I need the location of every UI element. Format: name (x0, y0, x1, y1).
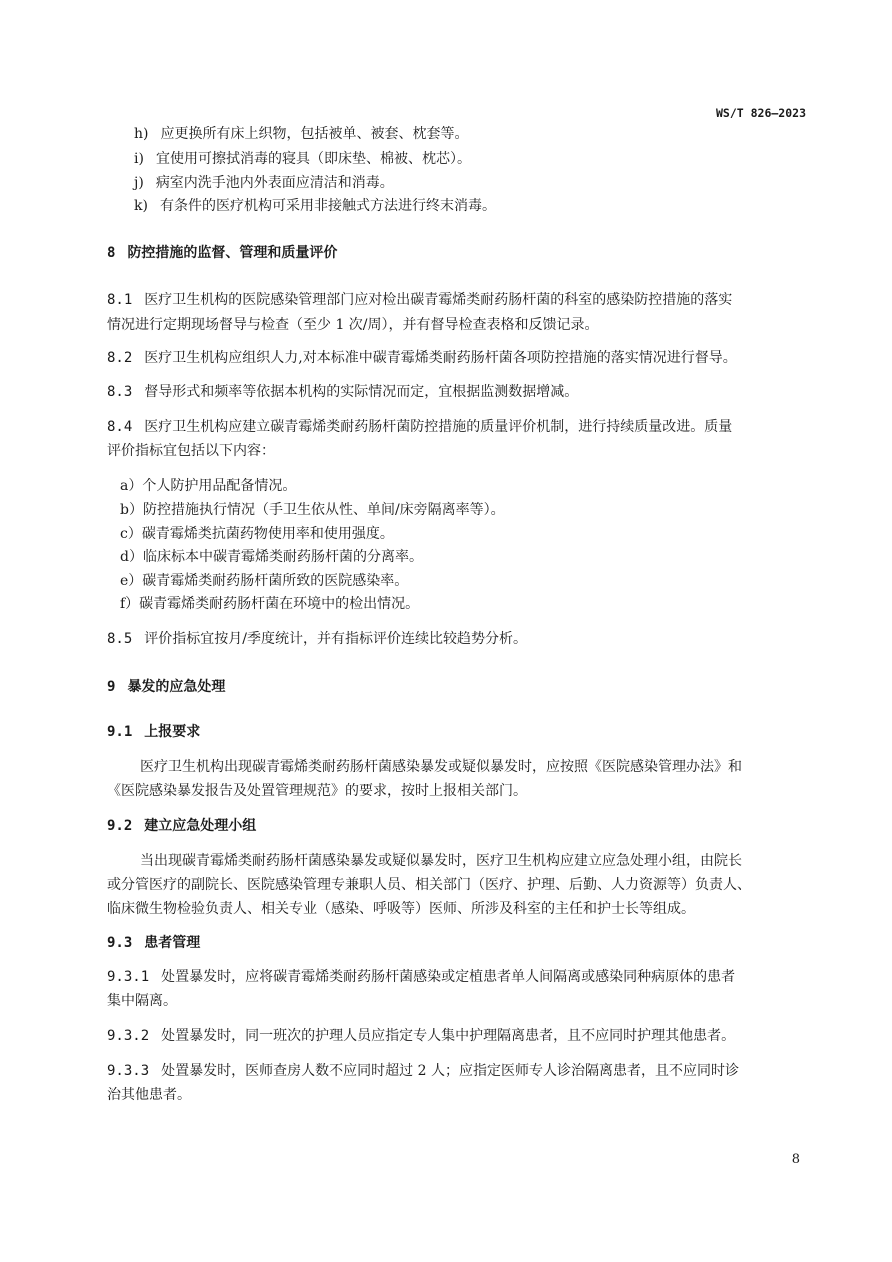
indicator-b: b）防控措施执行情况（手卫生依从性、单间/床旁隔离率等）。 (120, 502, 505, 518)
list-item-j: j) 病室内洗手池内外表面应清洁和消毒。 (134, 175, 394, 191)
section-8-heading: 8 防控措施的监督、管理和质量评价 (107, 245, 338, 261)
clause-8-1: 8.1 医疗卫生机构的医院感染管理部门应对检出碳青霉烯类耐药肠杆菌的科室的感染防控措施的落实 (107, 292, 733, 308)
section-9-2-para: 当出现碳青霉烯类耐药肠杆菌感染暴发或疑似暴发时，医疗卫生机构应建立应急处理小组，由院长 (140, 853, 742, 869)
clause-8-5: 8.5 评价指标宜按月/季度统计，并有指标评价连续比较趋势分析。 (107, 631, 528, 647)
clause-8-4: 8.4 医疗卫生机构应建立碳青霉烯类耐药肠杆菌防控措施的质量评价机制，进行持续质量改进。质量 (107, 419, 733, 435)
clause-8-4-cont: 评价指标宜包括以下内容： (107, 443, 275, 459)
page-number: 8 (791, 1152, 800, 1167)
clause-8-2: 8.2 医疗卫生机构应组织人力,对本标准中碳青霉烯类耐药肠杆菌各项防控措施的落实情况进行督导。 (107, 350, 737, 366)
clause-9-3-2: 9.3.2 处置暴发时，同一班次的护理人员应指定专人集中护理隔离患者，且不应同时护理其他患者。 (107, 1028, 736, 1044)
section-9-2-para-cont2: 临床微生物检验负责人、相关专业（感染、呼吸等）医师、所涉及科室的主任和护士长等组成。 (107, 901, 695, 917)
indicator-e: e）碳青霉烯类耐药肠杆菌所致的医院感染率。 (120, 573, 409, 589)
list-item-h: h) 应更换所有床上织物，包括被单、被套、枕套等。 (134, 126, 469, 142)
section-9-1-heading: 9.1 上报要求 (107, 724, 201, 740)
section-9-2-heading: 9.2 建立应急处理小组 (107, 818, 257, 834)
clause-9-3-3: 9.3.3 处置暴发时，医师查房人数不应同时超过 2 人；应指定医师专人诊治隔离患者，且不应同时诊 (107, 1063, 739, 1079)
section-9-heading: 9 暴发的应急处理 (107, 679, 226, 695)
clause-9-3-3-cont: 治其他患者。 (107, 1087, 191, 1103)
section-9-3-heading: 9.3 患者管理 (107, 935, 201, 951)
indicator-f: f）碳青霉烯类耐药肠杆菌在环境中的检出情况。 (120, 596, 420, 612)
list-item-k: k) 有条件的医疗机构可采用非接触式方法进行终末消毒。 (134, 198, 496, 214)
list-item-i: i) 宜使用可擦拭消毒的寝具（即床垫、棉被、枕芯）。 (134, 151, 471, 167)
clause-9-3-1-cont: 集中隔离。 (107, 993, 177, 1009)
section-9-1-para: 医疗卫生机构出现碳青霉烯类耐药肠杆菌感染暴发或疑似暴发时，应按照《医院感染管理办法》和 (140, 759, 742, 775)
section-9-1-para-cont: 《医院感染暴发报告及处置管理规范》的要求，按时上报相关部门。 (107, 783, 527, 799)
clause-8-3: 8.3 督导形式和频率等依据本机构的实际情况而定，宜根据监测数据增减。 (107, 384, 579, 400)
clause-9-3-1: 9.3.1 处置暴发时，应将碳青霉烯类耐药肠杆菌感染或定植患者单人间隔离或感染同种病原体的患者 (107, 969, 736, 985)
section-9-2-para-cont1: 或分管医疗的副院长、医院感染管理专兼职人员、相关部门（医疗、护理、后勤、人力资源等）负责人、 (107, 877, 751, 893)
standard-code: WS/T 826—2023 (715, 106, 806, 120)
indicator-d: d）临床标本中碳青霉烯类耐药肠杆菌的分离率。 (120, 549, 423, 565)
indicator-c: c）碳青霉烯类抗菌药物使用率和使用强度。 (120, 526, 394, 542)
clause-8-1-cont: 情况进行定期现场督导与检查（至少 1 次/周），并有督导检查表格和反馈记录。 (107, 317, 599, 333)
indicator-a: a）个人防护用品配备情况。 (120, 478, 297, 494)
